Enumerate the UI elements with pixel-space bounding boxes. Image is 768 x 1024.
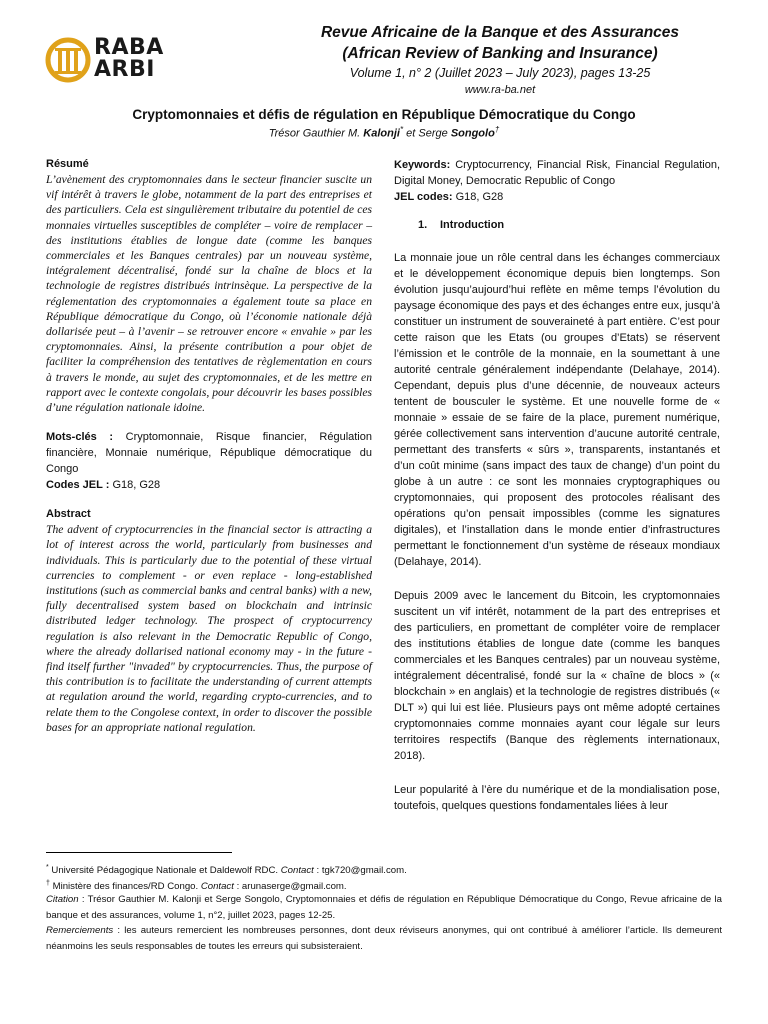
author2-mark: †	[494, 125, 500, 134]
right-column	[394, 157, 720, 814]
keywords-label: Keywords:	[394, 159, 451, 171]
footnote-divider	[46, 852, 232, 853]
left-column	[46, 157, 372, 735]
author1-mark: *	[399, 125, 404, 134]
footnote-1-mark: *	[46, 864, 49, 871]
citation-text: : Trésor Gauthier M. Kalonji et Serge Songolo, Cryptomonnaies et défis de régulation en République Démocratique du Congo, Revue africaine de la banque et des assurances, volume 1, n°2, juillet 2023, pages 12-25.	[46, 894, 722, 921]
jel-codes-en	[394, 189, 720, 205]
mots-cles	[46, 429, 372, 477]
acknowledgements-text: : les auteurs remercient les nombreuses personnes, dont deux réviseurs anonymes, qui ont contribué à améliorer l’article. Ils demeurent néanmoins les seuls responsables de toutes les erreurs qui subsisteraient.	[46, 925, 722, 952]
journal-website[interactable]: www.ra-ba.net	[464, 84, 536, 96]
footnote-1-text: Université Pédagogique Nationale et Daldewolf RDC.	[51, 865, 279, 877]
journal-title-en: (African Review of Banking and Insurance)	[342, 45, 658, 62]
mots-cles-label: Mots-clés :	[46, 431, 114, 444]
acknowledgements-note	[46, 923, 722, 954]
journal-logo	[44, 36, 184, 84]
abstract-text: The advent of cryptocurrencies in the financial sector is attracting a lot of interest across the world, particularly from businesses and individuals. This is particularly due to the potential of these virtual currencies to complement - or even replace - long-established institutions (such as commercial banks and central banks) with a new, fully decentralised system based on blockchain and intrinsic distributed ledger technology. The prospect of cryptocurrency regulation is also relevant in the Democratic Republic of Congo, where the already dollarised national economy may - in the future - find itself further "invaded" by cryptocurrencies. Thus, the purpose of this contribution is to facilitate the understanding of current attempts at regulation around the world, regarding crypto-currencies, and to relate them to the Congolese context, in order to discover the possible bases for an appropriate national regulation.	[46, 523, 372, 734]
footnote-1-contact[interactable]: : tgk720@gmail.com.	[316, 865, 407, 877]
acknowledgements-label: Remerciements	[46, 925, 114, 936]
logo-text-line2: ARBI	[94, 57, 155, 82]
article-title: Cryptomonnaies et défis de régulation en République Démocratique du Congo	[132, 107, 636, 122]
journal-volume: Volume 1, n° 2 (Juillet 2023 – July 2023), pages 13-25	[349, 66, 651, 80]
section-number: 1.	[418, 219, 428, 231]
footnote-2-contact[interactable]: : arunaserge@gmail.com.	[236, 881, 347, 893]
jel-codes-en-value: G18, G28	[455, 191, 504, 203]
mots-cles-text: Cryptomonnaie, Risque financier, Régulation financière, Monnaie numérique, République démocratique du Congo	[46, 431, 372, 476]
codes-jel-fr	[46, 477, 372, 493]
section-title: Introduction	[440, 219, 505, 231]
jel-codes-en-label: JEL codes:	[394, 191, 453, 203]
citation-note	[46, 892, 722, 923]
resume-text: L’avènement des cryptomonnaies dans le secteur financier suscite un vif intérêt à travers le globe, notamment de la part des entreprises et des particuliers. Cela est singulièrement tributaire du potentiel de ces monnaies virtuelles susceptibles de compléter – voire de remplacer – des institutions établies de longue date (comme les banques commerciales et les Banques centrales) par un nouveau système, intégralement décentralisé, fondé sur la chaîne de blocs et la technologie de registres distribués intrinsèque. La perspective de la réglementation des cryptomonnaies a également toute sa place en République démocratique du Congo, où l’économie nationale déjà dollarisée peut – à l’avenir – se retrouver encore « envahie » par les cryptomonnaies. Ainsi, la présente contribution a pour objet de faciliter la compréhension des tentatives de règlementation en cours à travers le monde, au sujet des cryptomonnaies, et de les mettre en rapport avec le contexte congolais, pour découvrir les bases possibles d’une régulation nationale idoine.	[46, 173, 372, 415]
codes-jel-fr-value: G18, G28	[112, 479, 161, 492]
footnote-2-text: Ministère des finances/RD Congo.	[52, 881, 199, 893]
keywords-text: Cryptocurrency, Financial Risk, Financial Regulation, Digital Money, Democratic Republic of Congo	[394, 159, 720, 187]
journal-title-fr: Revue Africaine de la Banque et des Assurances	[320, 24, 680, 41]
intro-paragraph-2: Depuis 2009 avec le lancement du Bitcoin, les cryptomonnaies suscitent un vif intérêt, notamment de la part des entreprises et des particuliers, en promettant de compléter voire de remplacer des institutions établies de longue date (comme les banques commerciales et les Banques centrales) par un nouveau système, intégralement décentralisé, fondé sur la « chaîne de blocs » (« blockchain » en anglais) et la technologie de registres distribués (« DLT ») qui lui est liée. Plusieurs pays ont même adopté certaines cryptomonnaies comme monnaies ayant cour légale sur leurs territoires respectifs (Banque des règlements internationaux, 2018).	[394, 590, 720, 762]
footnote-2-contact-label: Contact	[200, 881, 234, 893]
footnote-1-contact-label: Contact	[280, 865, 314, 877]
section-heading-introduction	[394, 218, 720, 232]
codes-jel-fr-label: Codes JEL :	[46, 479, 110, 492]
logo-text-line1: RABA	[94, 35, 164, 60]
authors-connector: et Serge	[406, 127, 448, 140]
citation-label: Citation	[46, 894, 79, 905]
keywords	[394, 157, 720, 189]
resume-heading: Résumé	[46, 158, 89, 170]
abstract-heading: Abstract	[46, 508, 91, 521]
columns-emblem-icon	[44, 36, 92, 84]
author1-last: Kalonji	[363, 127, 400, 140]
intro-paragraph-1: La monnaie joue un rôle central dans les échanges commerciaux et le développement économique depuis bien longtemps. Son évolution jusqu’aujourd’hui reflète en même temps l’évolution du paysage économique des pays et des échanges entre eux, jusqu’à constituer un instrument de souveraineté à part entière. C’est pour cette raison que les Etats (ou groupes d’Etats) se réservent l’émission et le contrôle de la monnaie, en la soumettant à une autorité centrale généralement indépendante (Delahaye, 2014). Cependant, depuis plus d’une décennie, de nouveaux acteurs tentent de bousculer le système. Et une nouvelle forme de « monnaie » essaie de se faire de la place, purement numérique, gérée collectivement sans intervention d’aucune autorité centrale, permettant des transferts « sûrs », transparents, instantanés et d’un coût minime (sans impact des taux de change) d’un point du globe à un autre : ce sont les monnaies cryptographiques ou cryptomonnaies, qui proposent des protocoles réalisant des opérations qu’on pensait impossibles (comme les signatures digitales), et l’installation dans le monde entier d’infrastructures permettant le fonctionnement d’un système de réseaux mondiaux (Delahaye, 2014).	[394, 252, 720, 568]
footnote-2-mark: †	[46, 880, 50, 887]
article-authors	[40, 125, 728, 140]
author2-last: Songolo	[450, 127, 495, 140]
author1-first: Trésor Gauthier M.	[268, 127, 361, 140]
intro-paragraph-3: Leur popularité à l’ère du numérique et de la mondialisation pose, toutefois, quelques questions fondamentales liées à leur	[394, 784, 720, 812]
